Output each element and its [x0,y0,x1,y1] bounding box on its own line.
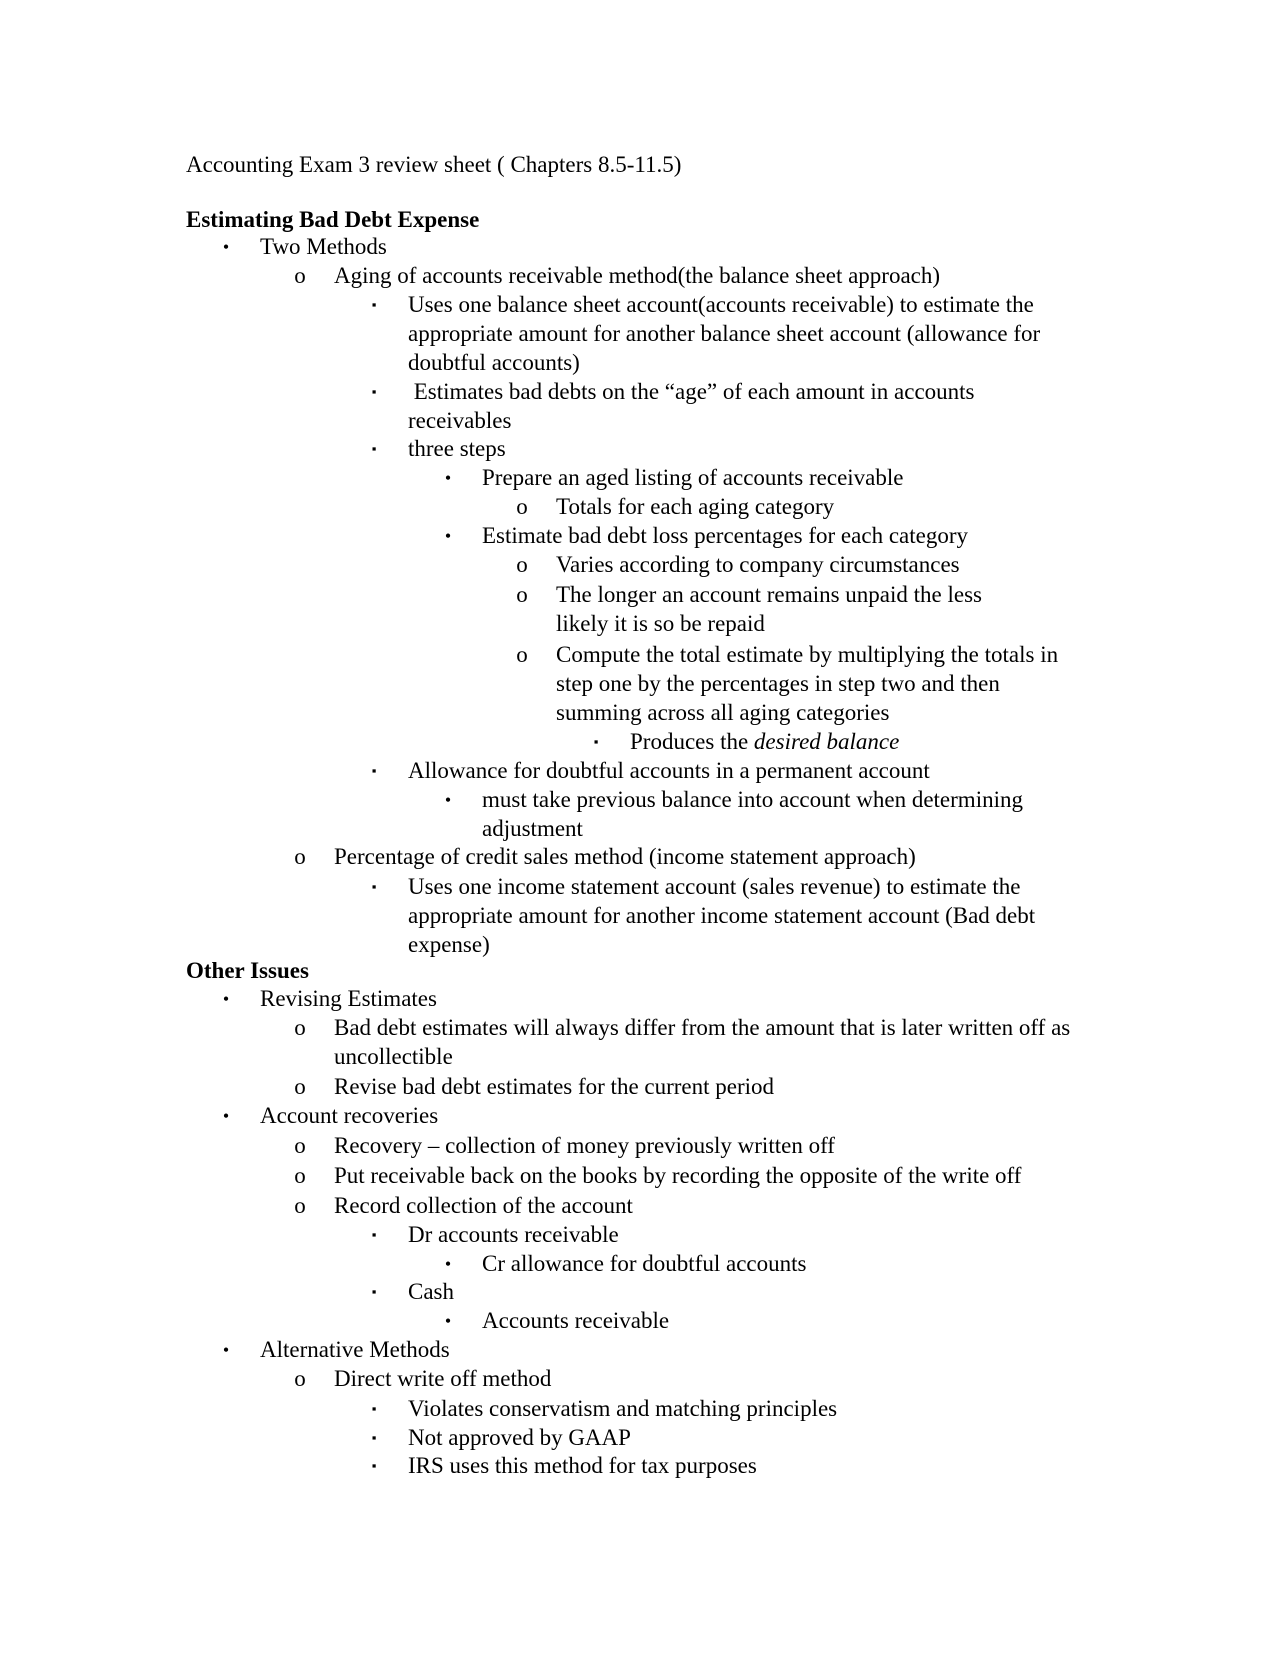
list-item-text: Estimate bad debt loss percentages for each category [482,523,968,548]
circle-marker: o [294,1366,306,1391]
circle-marker: o [516,552,528,577]
bullet-marker: • [222,237,230,257]
list-item-text: Compute the total estimate by multiplying the totals in step one by the percentages in step two and then summing across all aging categories [556,642,1059,725]
list-item-text: Account recoveries [260,1103,439,1128]
square-marker: ▪ [371,879,377,894]
list-item-text: Varies according to company circumstances [556,552,960,577]
list-item-text: Revise bad debt estimates for the current period [334,1074,775,1099]
list-item-text: three steps [408,436,506,461]
circle-marker: o [294,1163,306,1188]
document-title: Accounting Exam 3 review sheet ( Chapters 8.5-11.5) [186,152,682,177]
circle-marker: o [516,582,528,607]
list-item-text: Record collection of the account [334,1193,633,1218]
bullet-marker: • [444,1254,452,1274]
square-marker: ▪ [371,1430,377,1445]
square-marker: ▪ [593,734,599,749]
circle-marker: o [516,494,528,519]
list-item-text: Totals for each aging category [556,494,835,519]
bullet-marker: • [222,989,230,1009]
circle-marker: o [516,642,528,667]
list-item-text: Violates conservatism and matching principles [408,1396,838,1421]
bullet-marker: • [444,526,452,546]
section-heading-estimating-bad-debt: Estimating Bad Debt Expense [186,207,480,232]
list-item-text: The longer an account remains unpaid the less likely it is so be repaid [556,582,982,636]
square-marker: ▪ [371,763,377,778]
list-item-text: Cash [408,1279,454,1304]
bullet-marker: • [222,1106,230,1126]
bullet-marker: • [444,1311,452,1331]
list-item-text: Revising Estimates [260,986,437,1011]
section-heading-other-issues: Other Issues [186,958,309,983]
list-item-text: must take previous balance into account when determining adjustment [482,787,1023,841]
circle-marker: o [294,1074,306,1099]
list-item-text-plain: Produces the [630,729,754,754]
list-item-text: Accounts receivable [482,1308,670,1333]
list-item-text: Uses one income statement account (sales revenue) to estimate the appropriate amount for another income statement account (Bad debt expense) [408,874,1036,957]
list-item-text: Percentage of credit sales method (income statement approach) [334,844,916,869]
list-item-text: Not approved by GAAP [408,1425,631,1450]
bullet-marker: • [444,790,452,810]
square-marker: ▪ [371,1284,377,1299]
square-marker: ▪ [371,297,377,312]
list-item-text: Direct write off method [334,1366,552,1391]
circle-marker: o [294,1015,306,1040]
list-item-text: Dr accounts receivable [408,1222,619,1247]
emphasis-text: desired balance [753,729,900,754]
list-item-text: Alternative Methods [260,1337,450,1362]
list-item-text: Uses one balance sheet account(accounts receivable) to estimate the appropriate amount for another balance sheet account (allowance for doubtful accounts) [408,292,1041,375]
list-item-text: Recovery – collection of money previously written off [334,1133,835,1158]
list-item-text: Bad debt estimates will always differ from the amount that is later written off as uncollectible [334,1015,1071,1069]
list-item-text: Allowance for doubtful accounts in a permanent account [408,758,930,783]
bullet-marker: • [222,1340,230,1360]
square-marker: ▪ [371,384,377,399]
list-item-text: Aging of accounts receivable method(the balance sheet approach) [334,263,941,288]
square-marker: ▪ [371,1227,377,1242]
circle-marker: o [294,1193,306,1218]
list-item-text: IRS uses this method for tax purposes [408,1453,757,1478]
list-item-text: Cr allowance for doubtful accounts [482,1251,807,1276]
square-marker: ▪ [371,1401,377,1416]
list-item-text [630,728,899,757]
circle-marker: o [294,1133,306,1158]
circle-marker: o [294,263,306,288]
circle-marker: o [294,844,306,869]
square-marker: ▪ [371,1458,377,1473]
square-marker: ▪ [371,441,377,456]
list-item-text: Prepare an aged listing of accounts receivable [482,465,904,490]
bullet-marker: • [444,468,452,488]
list-item-text: Estimates bad debts on the “age” of each amount in accounts receivables [408,379,981,433]
list-item-text: Put receivable back on the books by recording the opposite of the write off [334,1163,1022,1188]
list-item-text: Two Methods [260,234,387,259]
